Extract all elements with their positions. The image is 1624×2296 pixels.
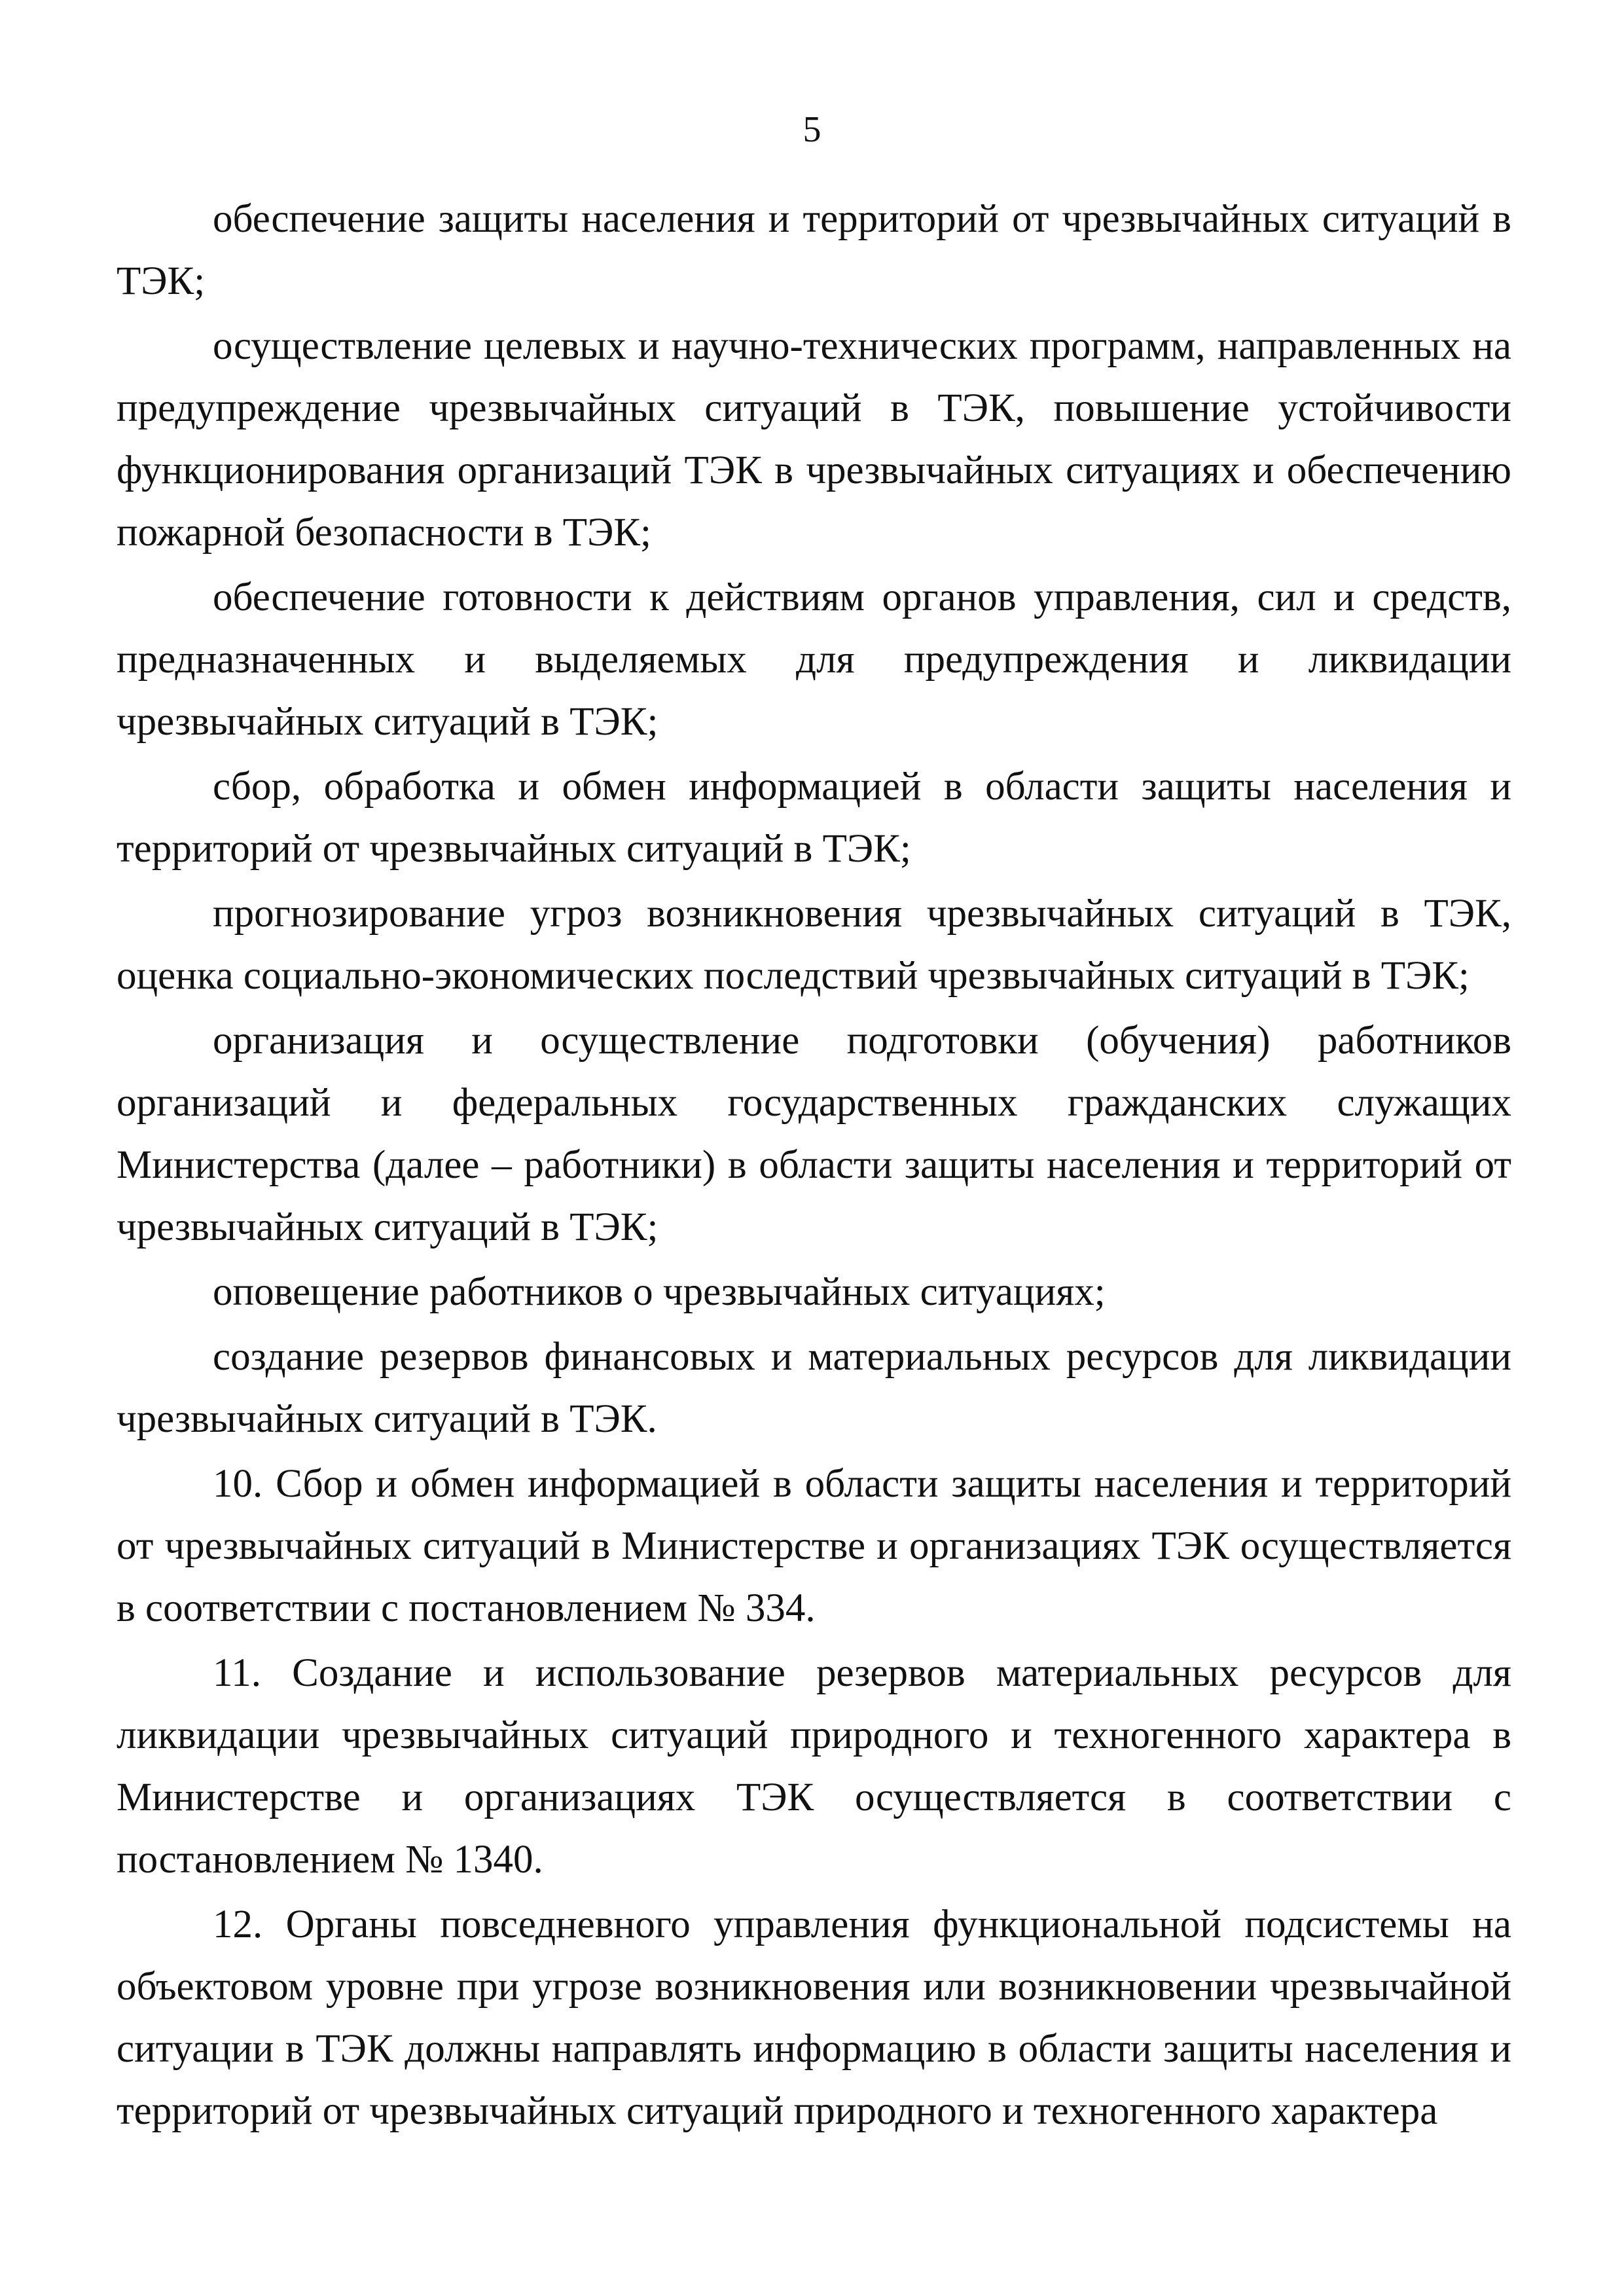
paragraph-notification: оповещение работников о чрезвычайных ситуациях; [213, 1270, 1106, 1314]
page-number: 5 [803, 109, 821, 150]
document-body [117, 188, 1511, 2142]
paragraph-forecasting: прогнозирование угроз возникновения чрезвычайных ситуаций в ТЭК, оценка социально-экономических последствий чрезвычайных ситуаций в ТЭК; [117, 892, 1511, 998]
paragraph-reserves: создание резервов финансовых и материальных ресурсов для ликвидации чрезвычайных ситуаций в ТЭК. [117, 1335, 1511, 1441]
paragraph-protection: обеспечение защиты населения и территорий от чрезвычайных ситуаций в ТЭК; [117, 197, 1511, 303]
paragraph-training: организация и осуществление подготовки (обучения) работников организаций и федеральных государственных гражданских служащих Министерства (далее – работники) в области защиты населения и территорий от чрезвычайных ситуаций в ТЭК; [117, 1019, 1511, 1249]
paragraph-section-10: 10. Сбор и обмен информацией в области защиты населения и территорий от чрезвычайных ситуаций в Министерстве и организациях ТЭК осуществляется в соответствии с постановлением № 334. [117, 1462, 1511, 1630]
paragraph-readiness: обеспечение готовности к действиям органов управления, сил и средств, предназначенных и выделяемых для предупреждения и ликвидации чрезвычайных ситуаций в ТЭК; [117, 575, 1511, 744]
paragraph-information-exchange: сбор, обработка и обмен информацией в области защиты населения и территорий от чрезвычайных ситуаций в ТЭК; [117, 765, 1511, 871]
paragraph-section-11: 11. Создание и использование резервов материальных ресурсов для ликвидации чрезвычайных ситуаций природного и техногенного характера в Министерстве и организациях ТЭК осуществляется в соответствии с постановлением № 1340. [117, 1651, 1511, 1882]
paragraph-section-12: 12. Органы повседневного управления функциональной подсистемы на объектовом уровне при угрозе возникновения или возникновении чрезвычайной ситуации в ТЭК должны направлять информацию в области защиты населения и территорий от чрезвычайных ситуаций природного и техногенного характера [117, 1903, 1511, 2133]
paragraph-programs: осуществление целевых и научно-технических программ, направленных на предупреждение чрезвычайных ситуаций в ТЭК, повышение устойчивости функционирования организаций ТЭК в чрезвычайных ситуациях и обеспечению пожарной безопасности в ТЭК; [117, 324, 1511, 555]
